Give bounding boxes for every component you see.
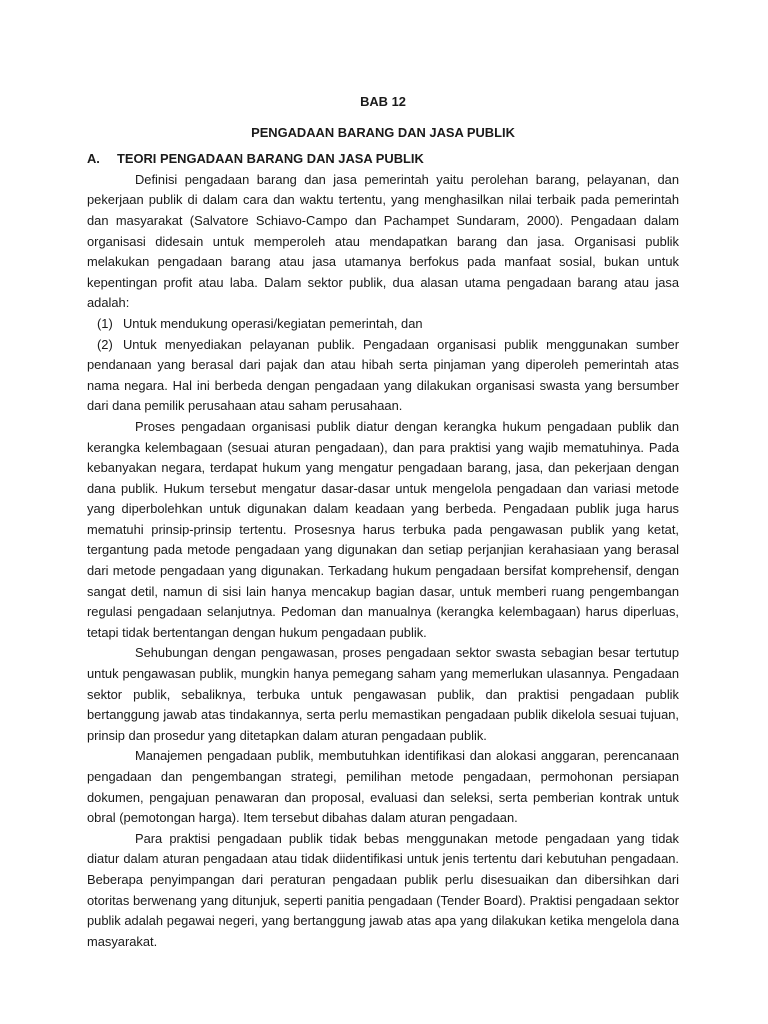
list-item-text: Untuk menyediakan pelayanan publik. Pengadaan organisasi publik menggunakan sumber pendanaan yang berasal dari pajak dan atau hibah serta pinjaman yang diperoleh pemerintah atas nama negara. Hal ini berbeda dengan pengadaan yang dilakukan organisasi swasta yang bersumber dari dana pemilik perusahaan atau saham perusahaan. bbox=[87, 336, 679, 414]
list-item-number: (1) bbox=[97, 315, 113, 331]
chapter-title: PENGADAAN BARANG DAN JASA PUBLIK bbox=[251, 124, 515, 140]
section-heading bbox=[87, 149, 679, 170]
list-item-text: Untuk mendukung operasi/kegiatan pemerintah, dan bbox=[123, 315, 423, 331]
paragraph-oversight: Sehubungan dengan pengawasan, proses pengadaan sektor swasta sebagian besar tertutup untuk pengawasan publik, mungkin hanya pemegang saham yang memerlukan ulasannya. Pengadaan sektor publik, sebaliknya, terbuka untuk pengawasan publik, dan praktisi pengadaan publik bertanggung jawab atas tindakannya, serta perlu memastikan pengadaan publik dikelola sesuai tujuan, prinsip dan prosedur yang ditetapkan dalam aturan pengadaan publik. bbox=[87, 645, 679, 743]
list-item bbox=[87, 335, 679, 417]
paragraph-process: Proses pengadaan organisasi publik diatur dengan kerangka hukum pengadaan publik dan kerangka kelembagaan (sesuai aturan pengadaan), dan para praktisi yang wajib mematuhinya. Pada kebanyakan negara, terdapat hukum yang mengatur pengadaan barang, jasa, dan pekerjaan dengan dana publik. Hukum tersebut mengatur dasar-dasar untuk mengelola pengadaan dan variasi metode yang diperbolehkan untuk digunakan dalam keadaan yang berbeda. Pengadaan publik juga harus mematuhi prinsip-prinsip tertentu. Prosesnya harus terbuka pada pengawasan publik yang ketat, tergantung pada metode pengadaan yang digunakan dan setiap perjanjian kerahasiaan yang berasal dari metode pengadaan yang digunakan. Terkadang hukum pengadaan bersifat komprehensif, dengan sangat detil, namun di sisi lain hanya mencakup bagian dasar, untuk memberi ruang pengembangan regulasi pengadaan selanjutnya. Pedoman dan manualnya (kerangka kelembagaan) harus diperluas, tetapi tidak bertentangan dengan hukum pengadaan publik. bbox=[87, 418, 679, 640]
section-title: TEORI PENGADAAN BARANG DAN JASA PUBLIK bbox=[117, 151, 424, 167]
paragraph-practitioners: Para praktisi pengadaan publik tidak bebas menggunakan metode pengadaan yang tidak diatur dalam aturan pengadaan atau tidak diidentifikasi untuk jenis tertentu dari kebutuhan pengadaan. Beberapa penyimpangan dari peraturan pengadaan publik perlu disesuaikan dan dibersihkan dari otoritas berwenang yang ditunjuk, seperti panitia pengadaan (Tender Board). Praktisi pengadaan sektor publik adalah pegawai negeri, yang bertanggung jawab atas apa yang dilakukan ketika mengelola dana masyarakat. bbox=[87, 830, 679, 949]
document-body bbox=[87, 92, 679, 952]
paragraph-management: Manajemen pengadaan publik, membutuhkan identifikasi dan alokasi anggaran, perencanaan pengadaan dan pengembangan strategi, pemilihan metode pengadaan, permohonan persiapan dokumen, pengajuan penawaran dan proposal, evaluasi dan seleksi, serta pemberian kontrak untuk obral (pemotongan harga). Item tersebut dibahas dalam aturan pengadaan. bbox=[87, 748, 679, 826]
chapter-heading: BAB 12 bbox=[360, 94, 406, 109]
paragraph-definition: Definisi pengadaan barang dan jasa pemerintah yaitu perolehan barang, pelayanan, dan pekerjaan publik di dalam cara dan waktu tertentu, yang menghasilkan nilai terbaik pada pemerintah dan masyarakat (Salvatore Schiavo-Campo dan Pachampet Sundaram, 2000). Pengadaan dalam organisasi didesain untuk memperoleh atau mendapatkan barang dan jasa. Organisasi publik melakukan pengadaan barang atau jasa utamanya berfokus pada manfaat sosial, bukan untuk kepentingan profit atau laba. Dalam sektor publik, dua alasan utama pengadaan barang atau jasa adalah: bbox=[87, 171, 679, 311]
list-item-number: (2) bbox=[97, 336, 113, 352]
list-item bbox=[87, 314, 679, 335]
section-number: A. bbox=[87, 151, 100, 167]
